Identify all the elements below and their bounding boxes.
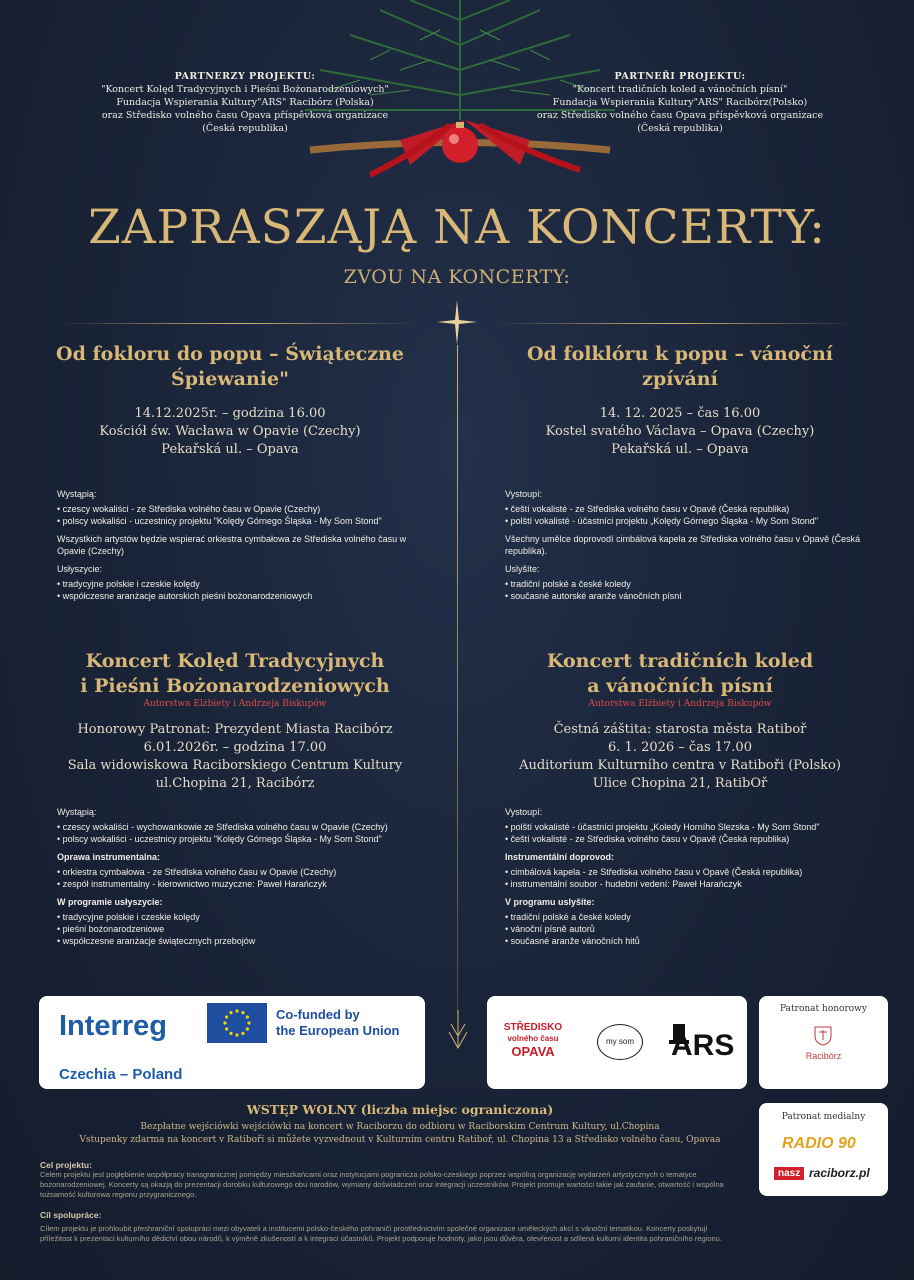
list-item: • polští vokalisté - účastníci projektu „Kolędy Górnego Śląska - My Som Stond"	[505, 516, 818, 526]
event1-cz-header	[485, 342, 875, 459]
accompaniment-text: Wszystkich artystów będzie wspierać orkiestra cymbałowa ze Střediska volného času w Opavie (Czechy)	[57, 534, 407, 556]
event1-pl-details	[57, 482, 427, 602]
event1-pl-header	[35, 342, 425, 459]
event2-pl-author: Autorstwa Elżbiety i Andrzeja Biskupów	[143, 699, 327, 709]
list-item: • cimbálová kapela - ze Střediska volného času v Opavě (Česká republika)	[505, 867, 803, 877]
list-item: • współczesne aranżacje autorskich pieśni bożonarodzeniowych	[57, 591, 313, 601]
free-entry-line: Bezpłatne wejściówki wejściówki na koncert w Raciborzu do odbioru w Raciborskim Centrum Kultury, ul.Chopina	[140, 1122, 660, 1132]
performers-heading: Wystąpią:	[57, 807, 97, 817]
nasz-logo: nasz	[774, 1167, 804, 1180]
interreg-logo-card	[39, 996, 425, 1089]
raciborz-crest-icon	[814, 1026, 832, 1046]
ars-logo: ARS	[671, 1029, 735, 1062]
my-som-logo: my som	[597, 1024, 643, 1060]
list-item: • polscy wokaliści - uczestnicy projektu "Kolędy Górnego Śląska - My Som Stond"	[57, 516, 382, 526]
performers-heading: Vystoupí:	[505, 489, 543, 499]
list-item: • vánoční písně autorů	[505, 924, 595, 934]
partners-cz-line: "Koncert tradičních koled a vánočních písní"	[572, 84, 788, 95]
list-item: • instrumentální soubor - hudební vedení: Paweł Harańczyk	[505, 879, 742, 889]
honorary-patronage-card	[759, 996, 888, 1089]
free-entry-title: WSTĘP WOLNY (liczba miejsc ograniczona)	[246, 1102, 554, 1117]
partners-pl-line: "Koncert Kolęd Tradycyjnych i Pieśni Bożonarodzeniowych"	[101, 84, 389, 95]
star-icon	[437, 300, 477, 345]
hear-heading: Uslyšíte:	[505, 564, 540, 574]
event1-pl-info: Pekařská ul. – Opava	[161, 442, 299, 457]
list-item: • czescy wokaliści - ze Střediska volného času w Opavie (Czechy)	[57, 504, 321, 514]
event2-pl-details	[57, 800, 427, 947]
project-goal-pl-title: Cel projektu:	[40, 1160, 92, 1170]
event1-cz-info: 14. 12. 2025 – čas 16.00	[599, 406, 761, 421]
raciborz-pl-logo: raciborz.pl	[809, 1166, 870, 1180]
partners-pl-title: PARTNERZY PROJEKTU:	[174, 71, 316, 82]
event1-cz-info: Kostel svatého Václava – Opava (Czechy)	[545, 424, 815, 439]
eu-flag-icon	[207, 1003, 267, 1043]
event1-cz-title: Od folklóru k popu – vánoční	[526, 343, 833, 365]
accompaniment-text: Všechny umělce doprovodí cimbálová kapela ze Střediska volného času v Opavě (Česká republika).	[505, 534, 861, 556]
event1-cz-details	[505, 482, 875, 602]
list-item: • čeští vokalisté - ze Střediska volného času v Opavě (Česká republika)	[505, 834, 790, 844]
hear-heading: Usłyszycie:	[57, 564, 103, 574]
partners-cz	[530, 70, 830, 135]
organisers-logo-card	[487, 996, 747, 1089]
project-goal-pl-text: Celem projektu jest pogłębienie współpracy transgranicznej pomiędzy mieszkańcami oraz instytucjami pogranicza polsko-czeskiego poprzez wspólną organizację wydarzeń artystycznych o tematyce bożonarodzeniowej. Koncerty są okazją do prezentacji dorobku kulturowego obu narodów, wymiany doświadczeń oraz integracji uczestników. Projekt promuje wartości takie jak zaufanie, otwartość i wspólna tożsamość kulturowa regionu przygranicznego.	[40, 1170, 724, 1199]
performers-heading: Wystąpią:	[57, 489, 97, 499]
program-heading: V programu uslyšíte:	[505, 897, 595, 907]
list-item: • tradiční polské a české koledy	[505, 579, 631, 589]
instrumental-heading: Oprawa instrumentalna:	[57, 852, 161, 862]
event2-pl-info: Sala widowiskowa Raciborskiego Centrum Kultury	[67, 758, 403, 773]
event2-cz-info: Auditorium Kulturního centra v Ratiboři (Polsko)	[519, 758, 841, 773]
cofunded-line: the European Union	[276, 1023, 400, 1038]
project-goal-cz-text: Cílem projektu je prohloubit přeshraniční spolupráci mezi obyvateli a institucemi polsko-českého pohraničí prostřednictvím společné organizace uměleckých akcí s vánoční tematikou. Koncerty poskytují příležitost k prezentaci kulturního dědictví obou národů, k výměně zkušeností a k integraci účastníků. Projekt podporuje hodnoty, jako jsou důvěra, otevřenost a sdílená kulturní identita pohraničního regionu.	[40, 1224, 722, 1243]
list-item: • orkiestra cymbałowa - ze Střediska volného času w Opavie (Czechy)	[57, 867, 337, 877]
event1-pl-title: Od fokloru do popu – Świąteczne	[56, 343, 404, 365]
divider-left	[60, 323, 420, 324]
cofunded-text	[276, 1007, 400, 1039]
event2-pl-info: 6.01.2026r. – godzina 17.00	[143, 740, 327, 755]
event2-cz-author: Autorstwa Elżbiety i Andrzeja Biskupów	[588, 699, 772, 709]
project-goal-cz	[40, 1210, 740, 1244]
list-item: • polští vokalisté - účastníci projektu „Koledy Horního Slezska - My Som Stond"	[505, 822, 820, 832]
partners-cz-line: oraz Středisko volného času Opava příspěvková organizace	[536, 110, 824, 121]
list-item: • současné autorské aranže vánočních písní	[505, 591, 682, 601]
svc-logo-text: STŘEDISKO	[503, 1022, 563, 1033]
sub-title: ZVOU NA KONCERTY:	[343, 266, 571, 288]
main-title: ZAPRASZAJĄ NA KONCERTY:	[88, 200, 826, 255]
arrow-down-icon	[447, 1010, 469, 1050]
svc-logo-text: OPAVA	[511, 1044, 555, 1059]
event1-pl-info: Kościół św. Wacława w Opavie (Czechy)	[99, 424, 361, 439]
list-item: • tradycyjne polskie i czeskie kolędy	[57, 579, 200, 589]
partners-cz-line: Fundacja Wspierania Kultury"ARS" Racibórz(Polsko)	[552, 97, 808, 108]
list-item: • zespół instrumentalny - kierownictwo muzyczne: Paweł Harańczyk	[57, 879, 327, 889]
radio90-logo: RADIO 90	[782, 1135, 856, 1152]
event2-cz-title: Koncert tradičních koled	[546, 650, 814, 672]
event2-cz-header	[485, 649, 875, 793]
list-item: • współczesne aranżacje świątecznych przebojów	[57, 936, 256, 946]
event1-pl-title: Śpiewanie"	[171, 368, 289, 390]
project-goal-pl	[40, 1160, 740, 1200]
event2-cz-details	[505, 800, 875, 947]
list-item: • tradiční polské a české koledy	[505, 912, 631, 922]
list-item: • současné aranže vánočních hitů	[505, 936, 640, 946]
list-item: • tradycyjne polskie i czeskie kolędy	[57, 912, 200, 922]
event1-cz-title: zpívání	[642, 368, 718, 390]
divider-right	[495, 323, 855, 324]
partners-cz-line: (Česká republika)	[637, 123, 723, 134]
event2-cz-info: Čestná záštita: starosta města Ratiboř	[553, 722, 807, 737]
event2-pl-title: Koncert Kolęd Tradycyjnych	[85, 650, 385, 672]
partners-pl-line: oraz Středisko volného času Opava příspěvková organizace	[101, 110, 389, 121]
free-entry-line: Vstupenky zdarma na koncert v Ratiboři si můžete vyzvednout v Kulturním centru Ratiboř, ul. Chopina 13 a Středisko volného času, Opavaa	[79, 1135, 721, 1145]
list-item: • pieśni bożonarodzeniowe	[57, 924, 165, 934]
honorary-patronage-title: Patronat honorowy	[780, 1004, 867, 1014]
cofunded-line: Co-funded by	[276, 1007, 360, 1022]
partners-pl	[95, 70, 395, 135]
interreg-logo: Interreg	[59, 1010, 167, 1042]
performers-heading: Vystoupí:	[505, 807, 543, 817]
instrumental-heading: Instrumentální doprovod:	[505, 852, 614, 862]
svc-opava-logo	[497, 1022, 569, 1057]
event2-cz-title: a vánočních písní	[587, 675, 773, 697]
list-item: • polscy wokaliści - uczestnicy projektu "Kolędy Górnego Śląska - My Som Stond"	[57, 834, 382, 844]
partners-pl-line: (Česká republika)	[202, 123, 288, 134]
event2-cz-info: Ulice Chopina 21, RatibOř	[592, 776, 768, 791]
program-heading: W programie usłyszycie:	[57, 897, 163, 907]
svc-logo-text: volného času	[507, 1034, 559, 1043]
center-divider	[457, 345, 458, 1015]
partners-cz-title: PARTNEŘI PROJEKTU:	[614, 71, 746, 82]
event2-pl-title: i Pieśni Bożonarodzeniowych	[80, 675, 390, 697]
region-label: Czechia – Poland	[59, 1066, 183, 1083]
list-item: • čeští vokalisté - ze Střediska volného času v Opavě (Česká republika)	[505, 504, 790, 514]
event1-pl-info: 14.12.2025r. – godzina 16.00	[134, 406, 326, 421]
list-item: • czescy wokaliści - wychowankowie ze Střediska volného času w Opavie (Czechy)	[57, 822, 388, 832]
event2-pl-info: Honorowy Patronat: Prezydent Miasta Racibórz	[77, 722, 393, 737]
event2-pl-info: ul.Chopina 21, Racibórz	[155, 776, 315, 791]
raciborz-logo: Racibórz	[805, 1051, 842, 1061]
media-patronage-title: Patronat medialny	[781, 1112, 866, 1122]
partners-pl-line: Fundacja Wspierania Kultury"ARS" Racibórz (Polska)	[116, 97, 374, 108]
project-goal-cz-title: Cíl spolupráce:	[40, 1210, 102, 1220]
event2-cz-info: 6. 1. 2026 – čas 17.00	[608, 740, 752, 755]
event1-cz-info: Pekařská ul. – Opava	[611, 442, 749, 457]
event2-pl-header	[40, 649, 430, 793]
